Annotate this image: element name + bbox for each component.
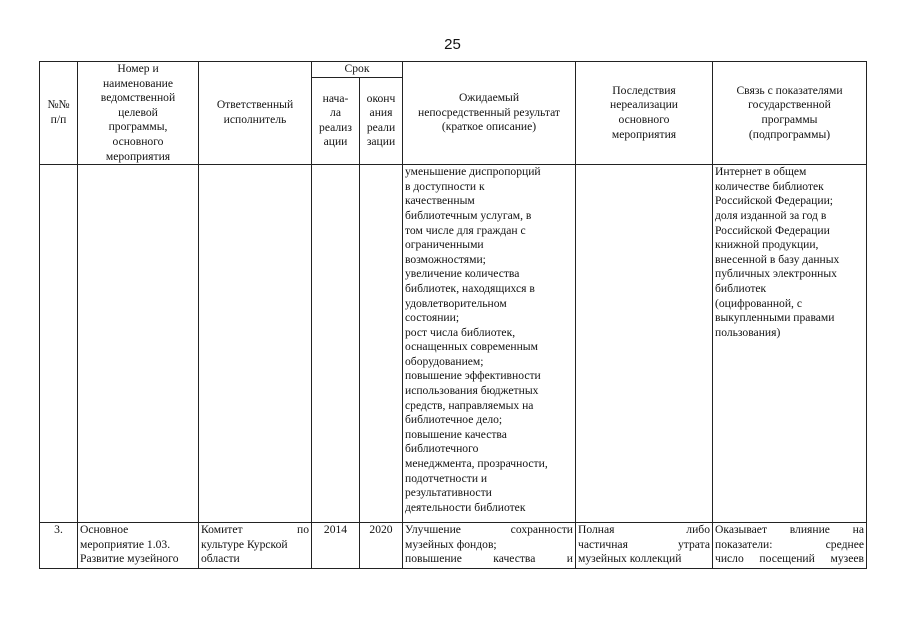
cell-link-text [713,165,867,523]
text-line: частичная утрата [578,537,710,551]
cell-consequences-empty [576,165,713,523]
text-line: качественным [405,194,475,208]
header-period: Срок [312,62,403,78]
text-line: уменьшение диспропорций [405,165,541,179]
text-line: рост числа библиотек, [405,325,516,339]
table-row-3 [40,523,867,569]
text-line: культуре Курской [201,537,288,551]
text-line: библиотек [715,281,767,295]
text-line: публичных электронных [715,267,837,281]
text-line: доля изданной за год в [715,208,827,222]
cell-end-year: 2020 [360,523,403,569]
text-line: оборудованием; [405,354,484,368]
text-line: ограниченными [405,238,484,252]
text-line: основного [618,113,670,127]
text-line: оснащенных современным [405,340,538,354]
text-line: увеличение количества [405,267,520,281]
text-line: Российской Федерации [715,223,830,237]
text-line: Развитие музейного [80,552,179,566]
header-executor [199,62,312,165]
text-line: мероприятия [611,127,677,141]
text-line: основного [112,134,164,148]
page-number: 25 [444,36,461,53]
text-line: число посещений музеев [715,552,864,566]
text-line: реали [366,120,396,134]
text-line: №№ [47,98,70,112]
cell-activity-name [78,523,199,569]
header-number [40,62,78,165]
text-line: повышение качества [405,427,507,441]
text-line: средств, направляемых на [405,398,534,412]
text-line: Номер и [117,62,159,75]
text-line: музейных фондов; [405,537,497,551]
text-line: (краткое описание) [441,120,537,134]
header-result [403,62,576,165]
text-line: ания [369,106,393,120]
text-line: мероприятие 1.03. [80,537,171,551]
text-line: книжной продукции, [715,238,819,252]
text-line: (оцифрованной, с [715,296,802,310]
text-line: программы [761,113,818,127]
text-line: подотчетности и [405,471,488,485]
text-line: результативности [405,486,492,500]
text-line: Последствия [612,83,676,97]
table-row-continued [40,165,867,523]
cell-consequences [576,523,713,569]
text-line: ла [330,106,341,120]
text-line: мероприятия [105,149,171,163]
text-line: Оказывает влияние на [715,523,864,537]
cell-num-empty [40,165,78,523]
text-line: наименование [102,76,174,90]
text-line: библиотек, находящихся в [405,281,535,295]
cell-start-empty [312,165,360,523]
text-line: том числе для граждан с [405,223,526,237]
text-line: библиотечного [405,442,479,456]
text-line: нача- [322,91,349,105]
text-line: библиотечным услугам, в [405,208,532,222]
header-link [713,62,867,165]
header-end [360,77,403,165]
text-line: деятельности библиотек [405,500,526,514]
text-line: количестве библиотек [715,179,824,193]
text-line: повышение эффективности [405,369,541,383]
text-line: библиотечное дело; [405,413,503,427]
text-line: непосредственный результат [417,105,560,119]
text-line: Ответственный [216,98,294,112]
text-line: состоянии; [405,311,460,325]
text-line: программы, [108,120,168,134]
text-line: внесенной в базу данных [715,252,840,266]
cell-executor-empty [199,165,312,523]
text-line: Основное [80,523,129,537]
text-line: Полная либо [578,523,710,537]
text-line: Интернет в общем [715,165,807,179]
cell-executor [199,523,312,569]
program-table [39,61,867,569]
cell-link-indicators [713,523,867,569]
text-line: ации [323,135,348,149]
text-line: менеджмента, прозрачности, [405,457,548,471]
text-line: Ожидаемый [458,91,520,105]
text-line: области [201,552,240,566]
cell-row-number: 3. [40,523,78,569]
text-line: оконч [366,91,396,105]
text-line: целевой [118,105,158,119]
text-line: Улучшение сохранности [405,523,573,537]
text-line: Российской Федерации; [715,194,834,208]
text-line: реализ [319,120,352,134]
text-line: нереализации [609,98,678,112]
text-line: исполнитель [223,113,287,127]
text-line: ведомственной [100,91,176,105]
text-line: выкупленными правами [715,311,835,325]
text-line: государственной [748,98,831,112]
text-line: музейных коллекций [578,552,682,566]
header-consequences [576,62,713,165]
text-line: пользования) [715,325,781,339]
text-line: повышение качества и [405,552,573,566]
text-line: использования бюджетных [405,384,539,398]
text-line: в доступности к [405,179,485,193]
text-line: п/п [50,113,67,127]
cell-name-empty [78,165,199,523]
cell-start-year: 2014 [312,523,360,569]
header-name [78,62,199,165]
text-line: удовлетворительном [405,296,507,310]
cell-expected-result [403,523,576,569]
text-line: Комитет по [201,523,309,537]
header-start [312,77,360,165]
text-line: зации [366,135,396,149]
cell-result-text [403,165,576,523]
cell-end-empty [360,165,403,523]
text-line: Связь с показателями [736,83,843,97]
text-line: возможностями; [405,252,486,266]
text-line: показатели: среднее [715,537,864,551]
text-line: (подпрограммы) [748,127,831,141]
